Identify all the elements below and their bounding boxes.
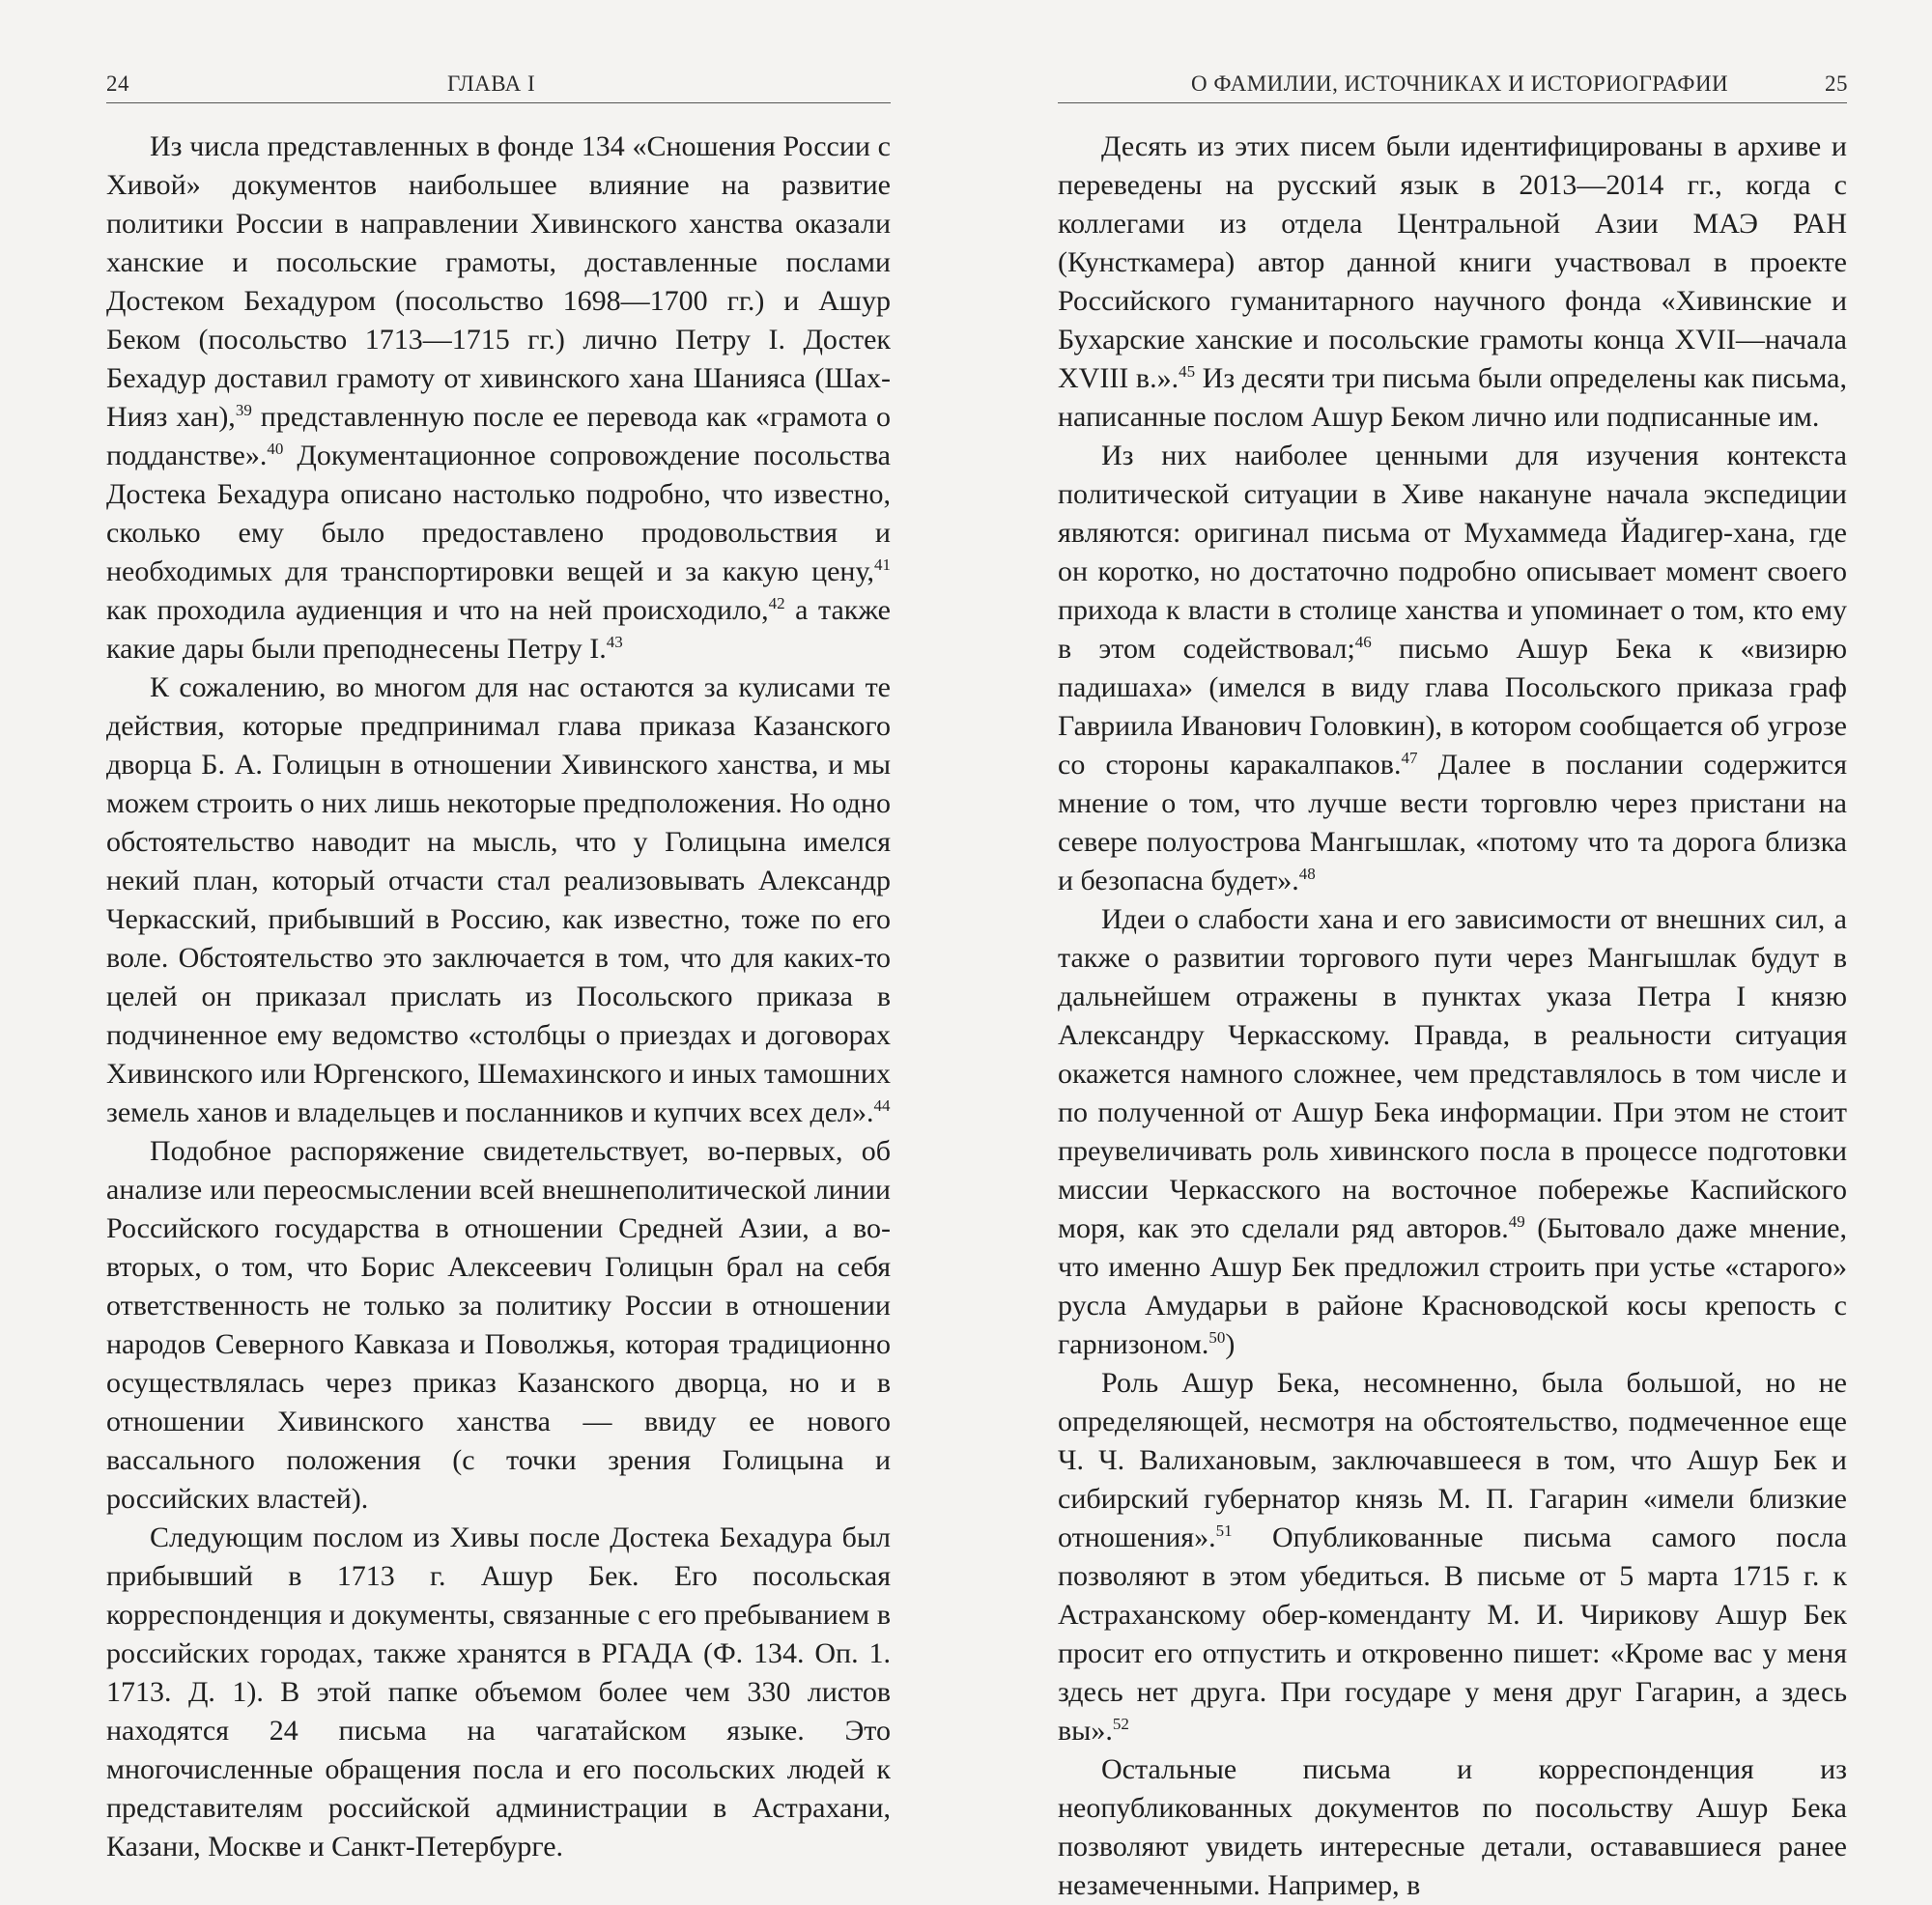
text-run: Следующим послом из Хивы после Достека Бехадура был прибывший в 1713 г. Ашур Бек. Его посольская корреспонденция и документы, связанные с его пребыванием в российских городах, также хранятся в РГАДА (Ф. 134. Оп. 1. 1713. Д. 1). В этой папке объемом более чем 330 листов находятся 24 письма на чагатайском языке. Это многочисленные обращения посла и его посольских людей к представителям российской администрации в Астрахани, Казани, Москве и Санкт-Петербурге. (106, 1521, 891, 1862)
page-number: 25 (1825, 71, 1848, 96)
text-run: Роль Ашур Бека, несомненно, была большой, но не определяющей, несмотря на обстоятельство, подмеченное еще Ч. Ч. Валихановым, заключавшееся в том, что Ашур Бек и сибирский губернатор князь М. П. Гагарин «имели близкие отношения». (1058, 1367, 1847, 1553)
running-header: ГЛАВА I (447, 71, 536, 96)
text-run: Остальные письма и корреспонденция из неопубликованных документов по посольству Ашур Бека позволяют увидеть интересные детали, остававшиеся ранее незамеченными. Например, в (1058, 1753, 1847, 1901)
footnote-ref: 45 (1179, 362, 1196, 381)
text-run: К сожалению, во многом для нас остаются за кулисами те действия, которые предпринимал глава приказа Казанского дворца Б. А. Голицын в отношении Хивинского ханства, и мы можем строить о них лишь некоторые предположения. Но одно обстоятельство наводит на мысль, что у Голицына имелся некий план, который отчасти стал реализовывать Александр Черкасский, прибывший в Россию, как известно, тоже по его воле. Обстоятельство это заключается в том, что для каких-то целей он приказал прислать из Посольского приказа в подчиненное ему ведомство «столбцы о приездах и договорах Хивинского или Юргенского, Шемахинского и иных тамошних земель ханов и владельцев и посланников и купчих всех дел». (106, 671, 891, 1128)
text-run: (Бытовало даже мнение, что именно Ашур Бек предложил строить при устье «старого» русла Амударьи в районе Красноводской косы крепость с гарнизоном. (1058, 1212, 1847, 1360)
text-run: как проходила аудиенция и что на ней происходило, (106, 594, 769, 626)
left-page (0, 0, 966, 1862)
text-run: Из числа представленных в фонде 134 «Сношения России с Хивой» документов наибольшее влияние на развитие политики России в направлении Хивинского ханства оказали ханские и посольские грамоты, доставленные послами Достеком Бехадуром (посольство 1698—1700 гг.) и Ашур Беком (посольство 1713—1715 гг.) лично Петру I. Достек Бехадур доставил грамоту от хивинского хана Шанияса (Шах-Нияз хан), (106, 130, 891, 433)
text-run: Опубликованные письма самого посла позволяют в этом убедиться. В письме от 5 марта 1715 г. к Астраханскому обер-коменданту М. И. Чирикову Ашур Бек просит его отпустить и откровенно пишет: «Кроме вас у меня здесь нет друга. При государе у меня друг Гагарин, а здесь вы». (1058, 1521, 1847, 1747)
footnote-ref: 40 (267, 440, 284, 458)
text-run: письмо Ашур Бека к «визирю падишаха» (имелся в виду глава Посольского приказа граф Гавриила Иванович Головкин), в котором сообщается об угрозе со стороны каракалпаков. (1058, 633, 1847, 781)
paragraph (1058, 1750, 1847, 1905)
footnote-ref: 46 (1354, 633, 1372, 651)
paragraph (106, 1519, 891, 1866)
paragraph (106, 128, 891, 668)
footnote-ref: 50 (1208, 1328, 1226, 1347)
header-rule (1058, 102, 1847, 103)
text-run: ) (1225, 1328, 1236, 1360)
paragraph (106, 668, 891, 1132)
text-run: Из них наиболее ценными для изучения контекста политической ситуации в Хиве накануне начала экспедиции являются: оригинал письма от Мухаммеда Йадигер-хана, где он коротко, но достаточно подробно описывает момент своего прихода к власти в столице ханства и упоминает о том, кто ему в этом содействовал; (1058, 440, 1847, 665)
body-text (106, 128, 891, 1866)
text-run: Подобное распоряжение свидетельствует, во-первых, об анализе или переосмыслении всей внешнеполитической линии Российского государства в отношении Средней Азии, а во-вторых, о том, что Борис Алексеевич Голицын брал на себя ответственность не только за политику России в отношении народов Северного Кавказа и Поволжья, которая традиционно осуществлялась через приказ Казанского дворца, но и в отношении Хивинского ханства — ввиду ее нового вассального положения (с точки зрения Голицына и российских властей). (106, 1135, 891, 1515)
footnote-ref: 47 (1401, 749, 1418, 767)
running-header: О ФАМИЛИИ, ИСТОЧНИКАХ И ИСТОРИОГРАФИИ (1191, 71, 1729, 96)
text-run: а также какие дары были преподнесены Петру I. (106, 594, 891, 665)
footnote-ref: 41 (874, 555, 891, 574)
footnote-ref: 44 (873, 1096, 891, 1115)
text-run: Далее в послании содержится мнение о том, что лучше вести торговлю через пристани на севере полуострова Мангышлак, «потому что та дорога близка и безопасна будет». (1058, 749, 1847, 896)
footnote-ref: 39 (235, 401, 252, 419)
footnote-ref: 48 (1298, 865, 1316, 883)
text-run: Десять из этих писем были идентифицированы в архиве и переведены на русский язык в 2013—2014 гг., когда с коллегами из отдела Центральной Азии МАЭ РАН (Кунсткамера) автор данной книги участвовал в проекте Российского гуманитарного научного фонда «Хивинские и Бухарские ханские и посольские грамоты конца XVII—начала XVIII в.». (1058, 130, 1847, 394)
paragraph (106, 1132, 891, 1519)
paragraph (1058, 437, 1847, 900)
header-rule (106, 102, 891, 103)
paragraph (1058, 900, 1847, 1364)
text-run: Идеи о слабости хана и его зависимости от внешних сил, а также о развитии торгового пути через Мангышлак будут в дальнейшем отражены в пунктах указа Петра I князю Александру Черкасскому. Правда, в реальности ситуация окажется намного сложнее, чем представлялось в том числе и по полученной от Ашур Бека информации. При этом не стоит преувеличивать роль хивинского посла в процессе подготовки миссии Черкасского на восточное побережье Каспийского моря, как это сделали ряд авторов. (1058, 903, 1847, 1244)
footnote-ref: 42 (768, 594, 785, 612)
text-run: Из десяти три письма были определены как письма, написанные послом Ашур Беком лично или подписанные им. (1058, 362, 1848, 433)
body-text (1058, 128, 1847, 1905)
footnote-ref: 52 (1112, 1715, 1129, 1733)
footnote-ref: 49 (1508, 1212, 1525, 1231)
right-page (966, 0, 1932, 1901)
text-run: представленную после ее перевода как «грамота о подданстве». (106, 401, 891, 471)
page-number: 24 (106, 71, 129, 96)
footnote-ref: 43 (606, 633, 623, 651)
paragraph (1058, 128, 1847, 437)
text-run: Документационное сопровождение посольства Достека Бехадура описано настолько подробно, что известно, сколько ему было предоставлено продовольствия и необходимых для транспортировки вещей и за какую цену, (106, 440, 891, 587)
footnote-ref: 51 (1215, 1521, 1233, 1540)
paragraph (1058, 1364, 1847, 1750)
